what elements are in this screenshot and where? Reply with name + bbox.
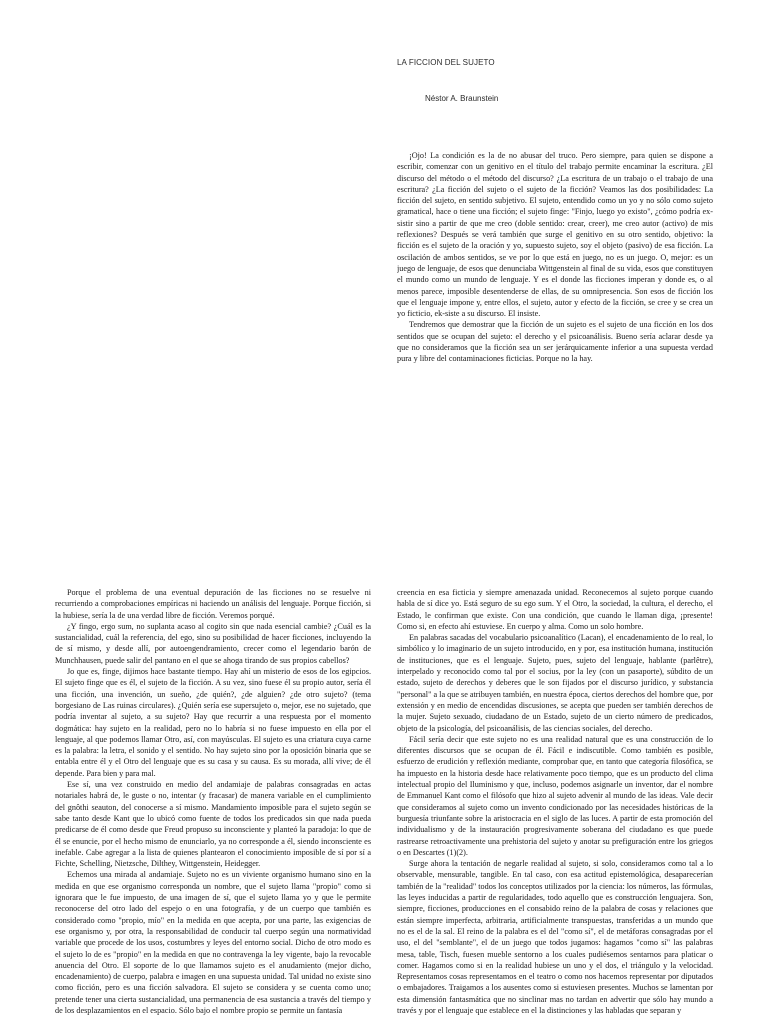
page-title: LA FICCION DEL SUJETO (397, 58, 495, 67)
paragraph: En palabras sacadas del vocabulario psicoanalítico (Lacan), el encadenamiento de lo real, lo simbólico y lo imaginario de un sujeto introducido, en y por, esa institución humana, institución de instituciones, que es el lenguaje. Sujeto, pues, sujeto del lenguaje, hablante (parlêtre), interpelado y reconocido como tal por el socius, por la ley (con un pasaporte), súbdito de un estado, sujeto de derechos y deberes que le son fijados por el discurso jurídico, y substancia "personal" a la que se atribuyen también, en nuestra época, ciertos derechos del hombre que, por extensión y en medio de encendidas discusiones, se acepta que pueden ser también derechos de la mujer. Sujeto sexuado, ciudadano de un Estado, sujeto de un cierto número de predicados, objeto de la psicología, del psicoanálisis, de las ciencias sociales, del derecho. (397, 633, 713, 733)
paragraph: ¿Y fingo, ergo sum, no suplanta acaso al cogito sin que nada esencial cambie? ¿Cuál es la sustancialidad, cuál la referencia, del ego, sino su posibilidad de hacer ficciones, incluyendo la de sí mismo, y desde allí, por autoengendramiento, crecer como el legendario barón de Munchhausen, puede salir del pantano en el que se ahoga tirando de sus propios cabellos? (55, 621, 371, 665)
paragraph: Jo que es, finge, dijimos hace bastante tiempo. Hay ahí un misterio de esos de los egipcios. El sujeto finge que es él, el sujeto de la ficción. A su vez, sino fuese él su propio autor, sería él una ficción, una invención, un sueño, ¿de quién?, ¿de alguien? ¿de otro sujeto? (tema borgesiano de Las ruinas circulares). ¿Quién sería ese supersujeto o, mejor, ese no sujetado, que podría inventar al sujeto, a su sujeto? Hay que recurrir a una respuesta por el momento dogmática: hay sujeto en la realidad, pero no lo habría si no fuese impuesto en ella por el lenguaje, al que podemos llamar Otro, así, con mayúsculas. El sujeto es una criatura cuya carne es la palabra: la letra, el sonido y el sentido. No hay sujeto sino por la oposición binaria que se entabla entre él y el Otro del lenguaje que es su casa y su causa. Es su morada, allí vive; de él depende. Para bien y para mal. (55, 667, 371, 778)
text-column-top (397, 150, 713, 365)
paragraph: ¡Ojo! La condición es la de no abusar del truco. Pero siempre, para quien se dispone a escribir, comenzar con un genitivo en el título del trabajo permite encaminar la escritura. ¿El discurso del método o el método del discurso? ¿La escritura de un trabajo o el trabajo de una escritura? ¿La ficción del sujeto o el sujeto de la ficción? Veamos las dos posibilidades: La ficción del sujeto, en sentido subjetivo. El sujeto, entendido como un yo y no sólo como sujeto gramatical, hace o tiene una ficción; el sujeto finge: "Finjo, luego yo existo", ¿cómo podría ex-sistir sino a partir de que me creo (doble sentido: crear, creer), me creo autor (activo) de mis reflexiones? Después se verá también que surge el genitivo en su otro sentido, objetivo: la ficción es el sujeto de la oración y yo, supuesto sujeto, soy el objeto (pasivo) de esa ficción. La oscilación de ambos sentidos, se ve por lo que está en juego, no es un juego. O, mejor: es un juego de lenguaje, de esos que denunciaba Wittgenstein al final de su vida, esos que constituyen el mundo como un mundo de lenguaje. Y es el donde las ficciones imperan y donde es, o al menos parece, imposible desentenderse de ellas, de su omnipresencia. Son esos de ficción los que el lenguaje impone y, entre ellos, el sujeto, autor y efecto de la ficción, se cree y se crea un yo ficticio, ek-siste a su discurso. El insiste. (397, 151, 713, 319)
paragraph: Fácil sería decir que este sujeto no es una realidad natural que es una construcción de lo diferentes discursos que se ocupan de él. Fácil e indiscutible. Como también es posible, esfuerzo de erudición y reflexión mediante, comprobar que, en tanto que categoría filosófica, se ha impuesto en la historia desde hace relativamente poco tiempo, que es un producto del clima intelectual propio del Iluminismo y que, incluso, podemos asignarle un inventor, dar el nombre de Emmanuel Kant como el filósofo que hizo al sujeto advenir al mundo de las ideas. Vale decir que consideramos al sujeto como un invento condicionado por las necesidades históricas de la burguesía triunfante sobre la aristocracia en el siglo de las luces. A partir de esta promoción del individualismo y de la instauración progresivamente soberana del ciudadano es que puede rastrearse retroactivamente una prehistoria del sujeto y anotar su prefiguración entre los griegos o en Descartes (1)(2). (397, 734, 713, 857)
paragraph: creencia en esa ficticia y siempre amenazada unidad. Reconecemos al sujeto porque cuando habla de sí dice yo. Está seguro de su ego sum. Y el Otro, la sociedad, la cultura, el derecho, el Estado, le confirman que existe. Con una condición, que cuando le llaman diga, ¡presente! Como si, en efecto ahí estuviese. En cuerpo y alma. Como un solo hombre. (397, 588, 713, 631)
paragraph: Echemos una mirada al andamiaje. Sujeto no es un viviente organismo humano sino en la medida en que ese organismo corresponda un nombre, que el sujeto llama "propio" como si ignorara que le fue impuesto, de una imagen de sí, que el sujeto llama yo y que le permite reconocerse del otro lado del espejo o en una fotografía, y de un cuerpo que también es considerado como "propio, mío" en la medida en que acepta, por una parte, las exigencias de ese organismo y, por otra, la responsabilidad de conducir tal cuerpo según una normatividad variable que procede de los usos, costumbres y leyes del entorno social. Dicho de otro modo es el sujeto lo de es "propio" en la medida en que no contravenga la ley vigente, bajo la revocable anuencia del Otro. El soporte de lo que llamamos sujeto es el anudamiento (mejor dicho, encadenamiento) de cuerpo, palabra e imagen en una supuesta unidad. Tal unidad no existe sino como ficción, pero es una ficción salvadora. El sujeto se considera y se cuenta como uno; pretende tener una cierta sustancialidad, una permanencia de esa sustancia a través del tiempo y de los desplazamientos en el espacio. Sólo bajo el nombre propio se permite un fantasía (55, 870, 371, 1015)
paragraph: Porque el problema de una eventual depuración de las ficciones no se resuelve ni recurriendo a comprobaciones empíricas ni haciendo un análisis del lenguaje. Porque ficción, si la hubiese, sería la de una verdad libre de ficción. Veremos porqué. (55, 588, 371, 620)
text-column-bottom-left (55, 587, 371, 1024)
text-column-bottom-right (397, 587, 713, 1024)
author-name: Néstor A. Braunstein (425, 94, 499, 103)
paragraph: Tendremos que demostrar que la ficción de un sujeto es el sujeto de una ficción en los dos sentidos que se ocupan del sujeto: el derecho y el psicoanálisis. Bueno sería aclarar desde ya que no consideramos que la ficción sea un ser jerárquicamente inferior a una supuesta verdad pura y libre del contaminaciones ficticias. Porque no la hay. (397, 320, 713, 364)
paragraph: Surge ahora la tentación de negarle realidad al sujeto, si solo, consideramos como tal a lo observable, mensurable, tangible. En tal caso, con esa actitud epistemológica, desaparecerían también de la "realidad" todos los conceptos utilizados por la ciencia: los números, las fórmulas, las leyes inducidas a partir de regularidades, todo aquello que es construcción lenguajera. Son, siempre, ficciones, producciones en el consabido reino de la palabra de cosas y relaciones que están siempre imperfecta, arbitraria, artificialmente transpuestas, transferidas a un mundo que no es el de la sal. El reino de la palabra es el del "como sí", el de metáforas consagradas por el uso, el del "semblante", el de un juego que todos jugamos: hagamos "como sí" las palabras mesa, table, Tisch, fuesen mueble sentorno a los cuales pudiésemos sentarnos para platicar o comer. Hagamos como si en la realidad hubiese un uno y el dos, el triángulo y la velocidad. Representamos cosas representamos en el teatro o como nos hacemos representar por diputados o embajadores. Traigamos a los ausentes como si estuviesen presentes. Muchos se lamentan por esta dimensión fantasmática que no sinclinar mas no tardan en advertir que sólo hay mundo a través y por el lenguaje que establece en el la distinciones y las habladas que separan y (397, 859, 713, 1015)
paragraph: Ese sí, una vez construido en medio del andamiaje de palabras consagradas en actas notariales habrá de, le guste o no, intentar (y fracasar) de manera variable en el cumplimiento del gnôthi seauton, del conocerse a sí mismo. Mandamiento imposible para el sujeto según se sabe tanto desde Kant que lo ubicó como fuente de todos los predicados sin que nada pueda predicarse de él como desde que Freud propuso su inconsciente y planteó la paradoja: lo que de él se enuncie, por el hecho mismo de enunciarlo, ya no corresponde a él, siendo inconsciente es inefable. Cabe agregar a la lista de quienes plantearon el conocimiento imposible de sí por sí a Fichte, Schelling, Nietzsche, Dilthey, Wittgenstein, Heidegger. (55, 780, 371, 869)
